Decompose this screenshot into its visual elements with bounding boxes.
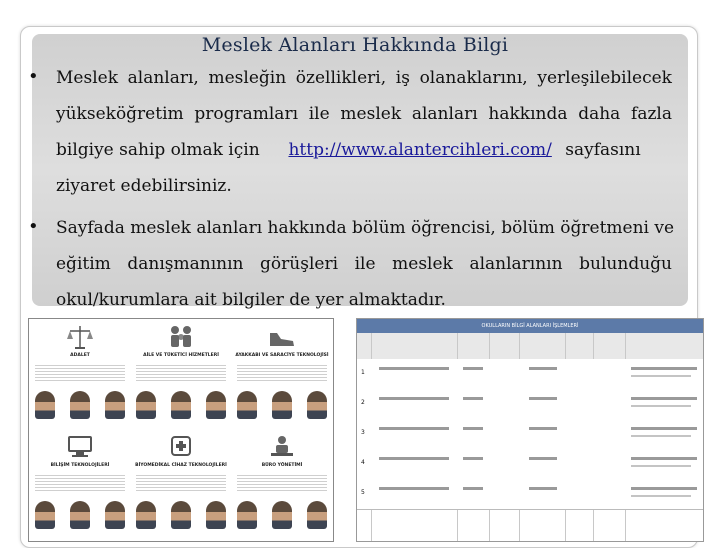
table-row: 3 (357, 419, 703, 450)
card-buro (233, 431, 331, 539)
table-row: 2 (357, 389, 703, 420)
bullet1-line3 (56, 140, 672, 160)
card-bilisim (31, 431, 129, 539)
card-text (237, 363, 327, 383)
shoe-icon (267, 323, 297, 351)
card-title: AYAKKABI VE SARACİYE TEKNOLOJİSİ (235, 353, 329, 358)
computer-icon (65, 433, 95, 461)
card-biyomedikal (132, 431, 230, 539)
medical-device-icon (166, 433, 196, 461)
table-column-headers (357, 333, 703, 360)
bullet2-line2: eğitim danışmanının görüşleri ile meslek alanlarının bulunduğu (56, 254, 672, 274)
card-adalet (31, 321, 129, 429)
bullet1-line2: yükseköğretim programları ile meslek alanları hakkında daha fazla (56, 104, 672, 124)
bullet1-line1: Meslek alanları, mesleğin özellikleri, iş olanaklarını, yerleşilebilecek (56, 68, 672, 88)
table-row: 5 (357, 479, 703, 510)
bullet-marker-2: • (28, 216, 39, 237)
card-ayakkabi (233, 321, 331, 429)
table-row: 4 (357, 449, 703, 480)
bullet1-line4: ziyaret edebilirsiniz. (56, 176, 232, 196)
scales-icon (65, 323, 95, 351)
card-aile (132, 321, 230, 429)
okul-listesi-table-image (356, 318, 704, 542)
family-icon (166, 323, 196, 351)
card-text (35, 363, 125, 383)
card-faces (237, 501, 327, 529)
card-title: BİYOMEDİKAL CİHAZ TEKNOLOJİLERİ (135, 463, 227, 468)
slide-title: Meslek Alanları Hakkında Bilgi (201, 34, 509, 56)
card-faces (136, 501, 226, 529)
bullet1-line3-after: sayfasını (565, 140, 641, 160)
card-title: ADALET (70, 353, 90, 358)
table-row: 1 (357, 359, 703, 390)
bullet-marker-1: • (28, 66, 39, 87)
card-title: BİLİŞİM TEKNOLOJİLERİ (50, 463, 110, 468)
card-title: AİLE VE TÜKETİCİ HİZMETLERİ (143, 353, 219, 358)
office-icon (267, 433, 297, 461)
card-faces (136, 391, 226, 419)
bullet2-line1: Sayfada meslek alanları hakkında bölüm öğrencisi, bölüm öğretmeni ve (56, 218, 675, 238)
card-faces (237, 391, 327, 419)
card-text (35, 473, 125, 493)
alantercihleri-link[interactable]: http://www.alantercihleri.com/ (288, 140, 552, 160)
card-faces (35, 391, 125, 419)
card-title: BÜRO YÖNETİMİ (261, 463, 303, 468)
card-faces (35, 501, 125, 529)
table-header: OKULLARIN BİLGİ ALANLARI İŞLEMLERİ (357, 319, 703, 333)
card-text (237, 473, 327, 493)
meslek-alanlari-cards-image (28, 318, 334, 542)
bullet2-line3: okul/kurumlara ait bilgiler de yer almaktadır. (56, 290, 446, 310)
bullet1-line3-text: bilgiye sahip olmak için (56, 140, 260, 160)
card-text (136, 473, 226, 493)
card-text (136, 363, 226, 383)
